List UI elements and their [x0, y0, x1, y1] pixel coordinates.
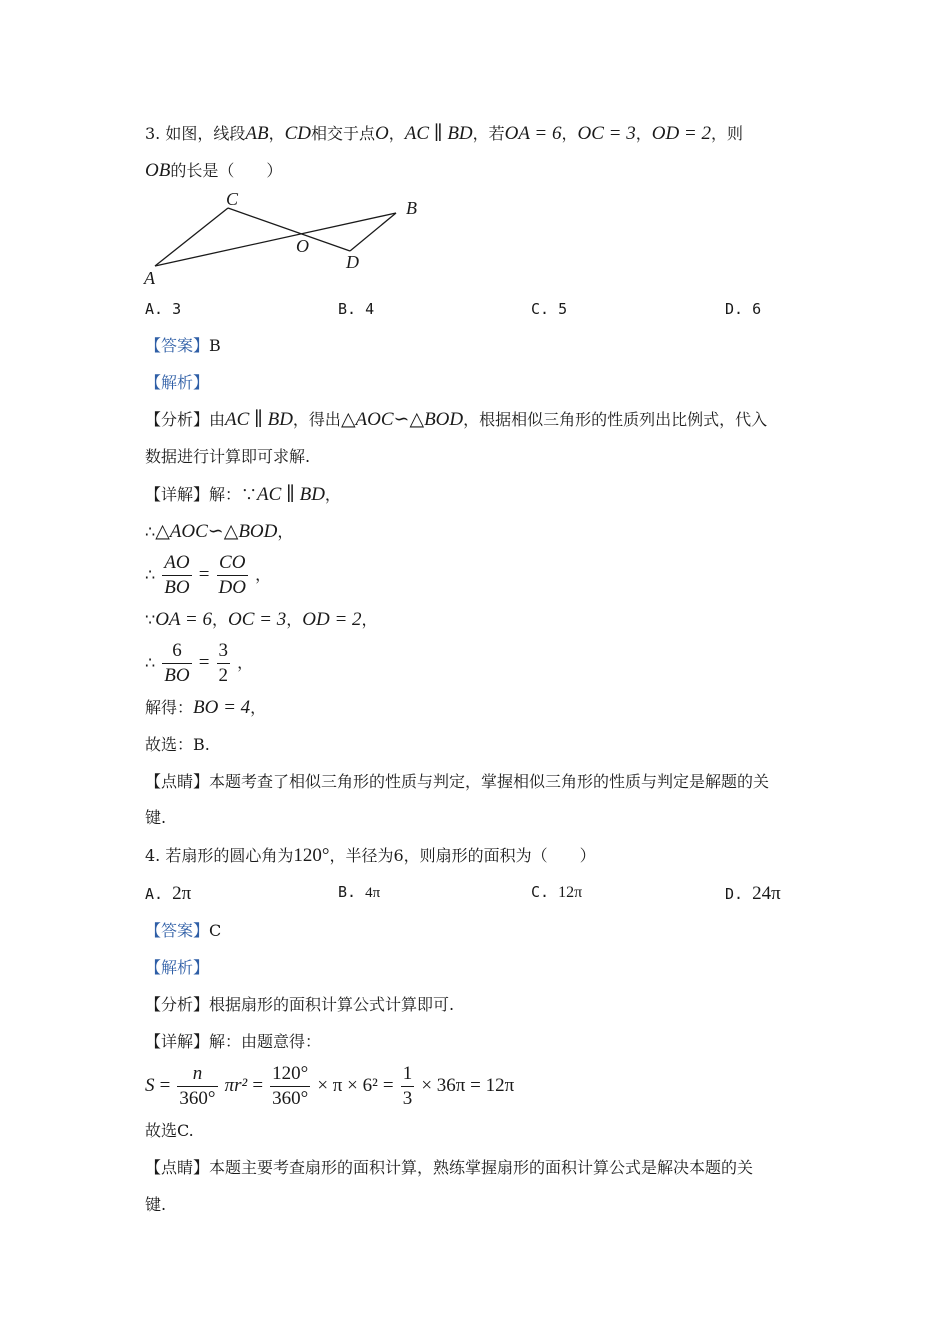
- label-a: A: [144, 268, 155, 288]
- q3-answer: 【答案】B: [145, 336, 221, 355]
- fraction-1-3: $\frac{1}{3}$: [402, 1063, 413, 1109]
- segment-ab: [155, 213, 396, 266]
- q3-solve-line: 解得：BO = 4，: [145, 697, 267, 718]
- q3-stem-line1: 3. 如图，线段AB，CD相交于点O，AC ∥ BD，若OA = 6，OC = 3，OD = 2，则: [145, 123, 744, 144]
- q4-option-d: D. 24π: [725, 883, 781, 904]
- label-b: B: [406, 198, 417, 218]
- label-d: D: [346, 252, 359, 272]
- q4-fenxi: 【分析】根据扇形的面积计算公式计算即可.: [145, 995, 455, 1014]
- q4-option-a: A. 2π: [145, 883, 192, 904]
- q4-formula: S = $\frac{n}{360^\circ}$ πr² = $\frac{120^\circ}{360^\circ}$ × π × 6² = $\frac{1}{3}$ × 36π = 12π: [145, 1063, 515, 1109]
- q3-option-a: A. 3: [145, 300, 182, 318]
- q3-fenxi-line1: 【分析】由AC ∥ BD，得出△AOC∽△BOD，根据相似三角形的性质列出比例式，代入: [145, 409, 768, 430]
- q3-detail-line1: 【详解】解：∵AC ∥ BD，: [145, 484, 341, 505]
- q3-choose: 故选：B.: [145, 735, 210, 754]
- q3-figure: [140, 188, 440, 288]
- fraction-ao-bo: $\frac{AO}{BO}$: [164, 552, 190, 598]
- q3-option-b: B. 4: [338, 300, 375, 318]
- q3-substitute-line: ∴ $\frac{6}{BO}$ = $\frac{3}{2}$ ，: [145, 640, 254, 686]
- fraction-n-360: $\frac{n}{360^\circ}$: [179, 1063, 216, 1109]
- q3-option-d: D. 6: [725, 300, 762, 318]
- q3-stem-line2: OB的长是（ ）: [145, 160, 283, 181]
- q3-dianjing-line2: 键.: [145, 808, 167, 827]
- q3-given-line: ∵OA = 6，OC = 3，OD = 2，: [145, 609, 378, 630]
- q3-fenxi-line2: 数据进行计算即可求解.: [145, 447, 311, 466]
- q4-answer: 【答案】C: [145, 921, 222, 940]
- q4-dianjing-line1: 【点睛】本题主要考查扇形的面积计算，熟练掌握扇形的面积计算公式是解决本题的关: [145, 1158, 754, 1177]
- q4-detail: 【详解】解：由题意得：: [145, 1032, 322, 1051]
- fraction-3-2: $\frac{3}{2}$: [218, 640, 229, 686]
- q4-stem: 4. 若扇形的圆心角为120°，半径为6，则扇形的面积为（ ）: [145, 845, 596, 866]
- fraction-120-360: $\frac{120^\circ}{360^\circ}$: [272, 1063, 309, 1109]
- label-o: O: [296, 236, 309, 256]
- fraction-co-do: $\frac{CO}{DO}$: [218, 552, 246, 598]
- q3-dianjing-line1: 【点睛】本题考查了相似三角形的性质与判定，掌握相似三角形的性质与判定是解题的关: [145, 772, 770, 791]
- q4-analysis-tag: 【解析】: [145, 958, 210, 977]
- segment-ac: [155, 208, 228, 266]
- q4-choose: 故选C.: [145, 1121, 194, 1140]
- q3-analysis-tag: 【解析】: [145, 373, 210, 392]
- q3-similar-line: ∴△AOC∽△BOD，: [145, 521, 294, 542]
- q4-option-c: C. 12π: [531, 883, 583, 901]
- label-c: C: [226, 189, 239, 209]
- q3-ratio-line: ∴ $\frac{AO}{BO}$ = $\frac{CO}{DO}$ ，: [145, 552, 272, 598]
- fraction-6-bo: $\frac{6}{BO}$: [164, 640, 190, 686]
- q4-dianjing-line2: 键.: [145, 1195, 167, 1214]
- q4-option-b: B. 4π: [338, 883, 381, 901]
- segment-cd: [228, 208, 350, 251]
- q3-option-c: C. 5: [531, 300, 568, 318]
